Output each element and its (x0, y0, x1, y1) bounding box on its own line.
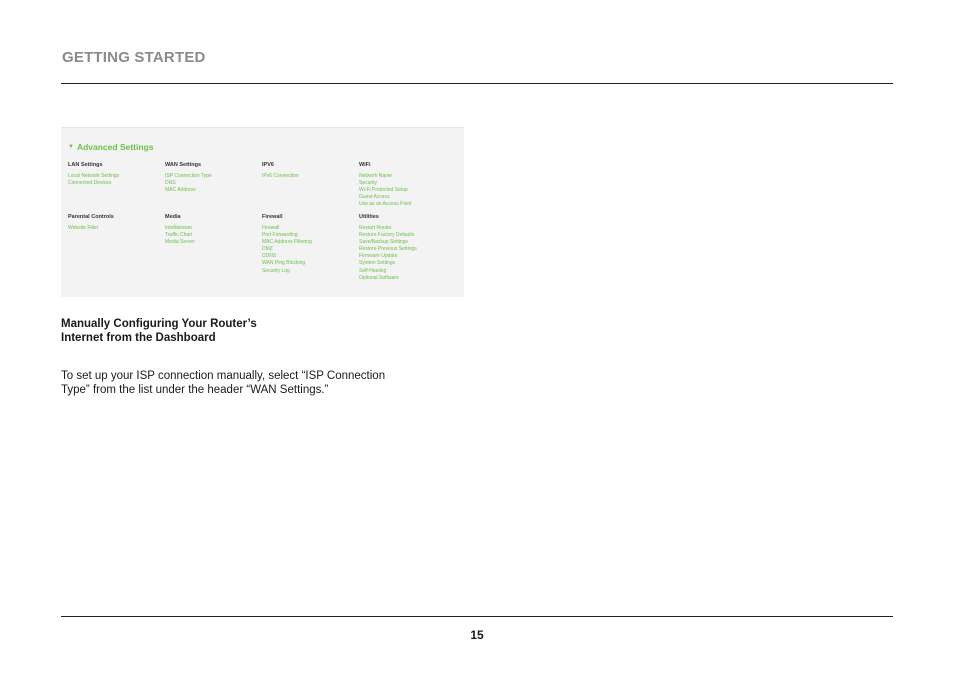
menu-link[interactable]: Restart Router (359, 225, 392, 231)
menu-link[interactable]: Connected Devices (68, 180, 112, 187)
section-header: GETTING STARTED (62, 49, 206, 66)
menu-link[interactable]: Wi-Fi Protected Setup (359, 187, 408, 194)
menu-link[interactable]: Optional Software (359, 274, 399, 281)
settings-group-media (165, 214, 261, 246)
menu-link[interactable]: DDNS (262, 253, 277, 260)
menu-link[interactable]: Media Server (165, 239, 195, 246)
menu-link[interactable]: Self-Healing (359, 267, 387, 274)
caret-down-icon: ▼ (68, 144, 74, 150)
settings-group-firewall (262, 214, 358, 275)
group-heading: Utilities (359, 214, 379, 220)
advanced-settings-panel (61, 127, 464, 297)
settings-group-parental-controls (68, 214, 164, 232)
group-heading: LAN Settings (68, 162, 103, 168)
instruction-paragraph (61, 369, 385, 397)
menu-link[interactable]: Port Forwarding (262, 232, 298, 239)
menu-link[interactable]: Intellistream (165, 225, 192, 231)
settings-group-utilities (359, 214, 455, 282)
paragraph-line: To set up your ISP connection manually, select “ISP Connection (61, 370, 386, 382)
menu-link[interactable]: Firewall (262, 225, 280, 231)
menu-link[interactable]: Firmware Update (359, 253, 398, 260)
settings-group-ipv6 (262, 162, 358, 180)
menu-link[interactable]: WAN Ping Blocking (262, 260, 306, 267)
menu-link[interactable]: Restore Previous Settings (359, 246, 417, 253)
bottom-divider (61, 616, 893, 617)
menu-link[interactable]: IPv6 Connection (262, 173, 299, 179)
advanced-settings-toggle[interactable] (68, 142, 153, 152)
menu-link[interactable]: Restore Factory Defaults (359, 232, 415, 239)
section-heading-line: Manually Configuring Your Router’s (61, 318, 257, 330)
menu-link[interactable]: DNS (165, 180, 176, 187)
menu-link[interactable]: Network Name (359, 173, 393, 179)
page-number: 15 (470, 628, 484, 642)
menu-link[interactable]: Website Filter (68, 225, 99, 231)
menu-link[interactable]: Local Network Settings (68, 173, 120, 179)
settings-group-lan (68, 162, 164, 187)
menu-link[interactable]: Save/Backup Settings (359, 239, 408, 246)
settings-group-wan (165, 162, 261, 194)
group-heading: WiFi (359, 162, 371, 168)
settings-group-wifi (359, 162, 455, 208)
menu-link[interactable]: Traffic Chart (165, 232, 193, 239)
panel-title: Advanced Settings (76, 142, 154, 152)
menu-link[interactable]: DMZ (262, 246, 273, 253)
section-heading (61, 318, 257, 345)
menu-link[interactable]: Security (359, 180, 378, 187)
menu-link[interactable]: System Settings (359, 260, 396, 267)
group-heading: WAN Settings (165, 162, 202, 168)
menu-link[interactable]: Security Log (262, 267, 290, 274)
section-heading-line: Internet from the Dashboard (61, 331, 216, 344)
menu-link[interactable]: ISP Connection Type (165, 173, 212, 179)
group-heading: IPV6 (262, 162, 274, 168)
top-divider (61, 83, 893, 84)
paragraph-line: Type” from the list under the header “WAN Settings.” (61, 384, 329, 396)
group-heading: Firewall (262, 214, 283, 220)
menu-link[interactable]: Use as an Access Point (359, 201, 412, 208)
menu-link[interactable]: Guest Access (359, 194, 390, 201)
group-heading: Parental Controls (68, 214, 114, 220)
menu-link[interactable]: MAC Address (165, 187, 196, 194)
group-heading: Media (165, 214, 181, 220)
menu-link[interactable]: MAC Address Filtering (262, 239, 312, 246)
